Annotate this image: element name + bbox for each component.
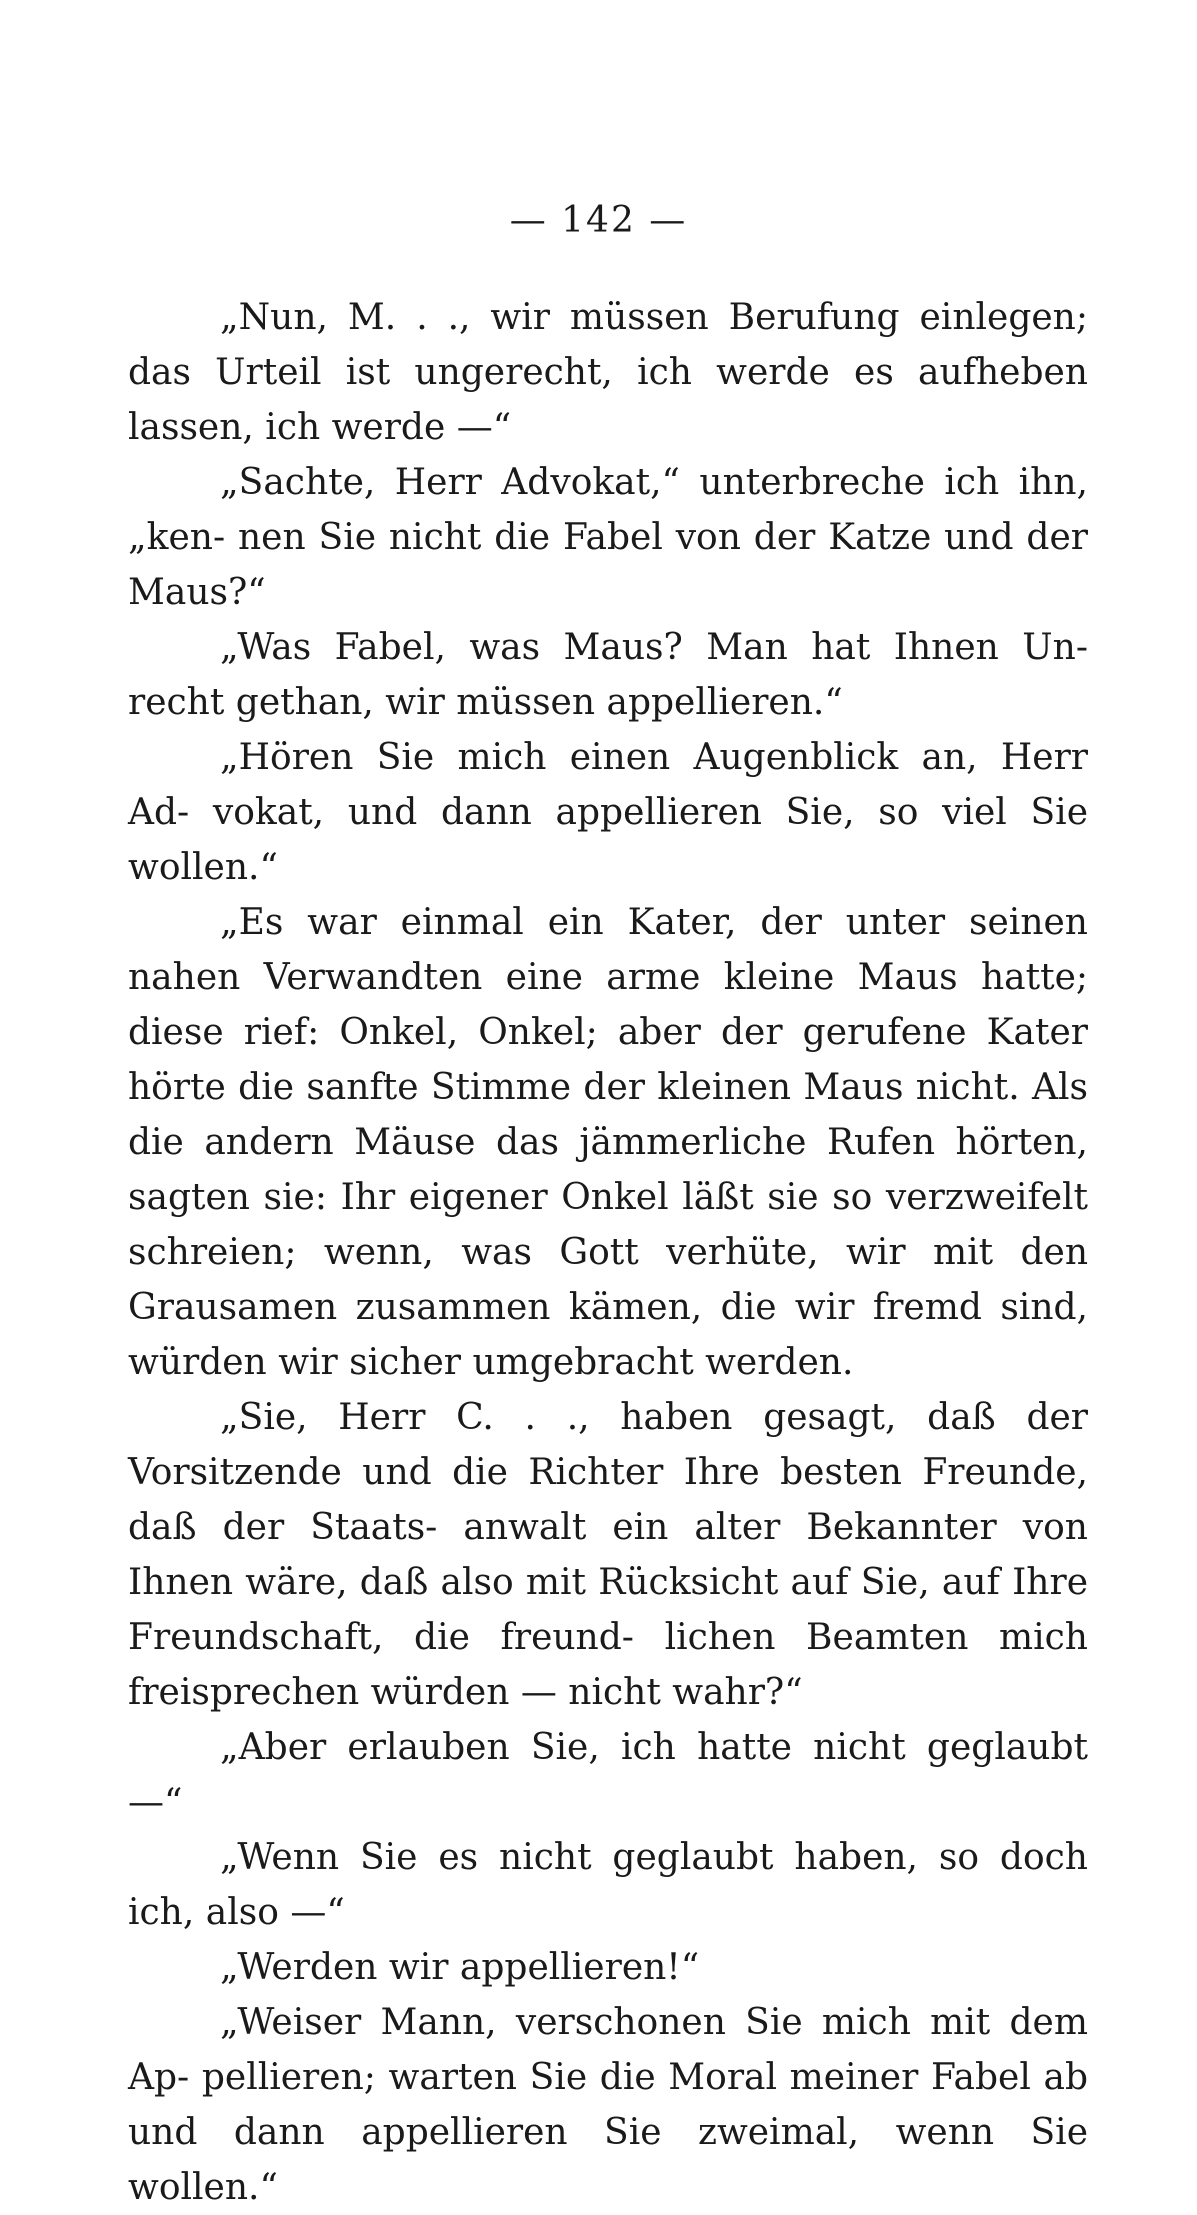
paragraph: „Aber erlauben Sie, ich hatte nicht geglaubt —“ (128, 1727, 1088, 1823)
paragraph: „Hören Sie mich einen Augenblick an, Herr Ad- vokat, und dann appellieren Sie, so viel Sie wollen.“ (128, 737, 1088, 888)
paragraph: „Weiser Mann, verschonen Sie mich mit dem Ap- pellieren; warten Sie die Moral meiner Fabel ab und dann appellieren Sie zweimal, wenn Sie wollen.“ (128, 2002, 1088, 2208)
body-text (128, 290, 1088, 2215)
paragraph: „Was Fabel, was Maus? Man hat Ihnen Un- recht gethan, wir müssen appellieren.“ (128, 627, 1088, 723)
paragraph: „Es war einmal ein Kater, der unter seinen nahen Verwandten eine arme kleine Maus hatte; diese rief: Onkel, Onkel; aber der gerufene Kater hörte die sanfte Stimme der kleinen Maus nicht. Als die andern Mäuse das jämmerliche Rufen hörten, sagten sie: Ihr eigener Onkel läßt sie so verzweifelt schreien; wenn, was Gott verhüte, wir mit den Grausamen zusammen kämen, die wir fremd sind, würden wir sicher umgebracht werden. (128, 902, 1088, 1383)
paragraph: „Werden wir appellieren!“ (220, 1947, 700, 1988)
page-number: — 142 — (509, 200, 688, 241)
paragraph: „Sie, Herr C. . ., haben gesagt, daß der Vorsitzende und die Richter Ihre besten Freunde, daß der Staats- anwalt ein alter Bekannter von Ihnen wäre, daß also mit Rücksicht auf Sie, auf Ihre Freundschaft, die freund- lichen Beamten mich freisprechen würden — nicht wahr?“ (128, 1397, 1088, 1713)
paragraph: „Wenn Sie es nicht geglaubt haben, so doch ich, also —“ (128, 1837, 1088, 1933)
paragraph: „Sachte, Herr Advokat,“ unterbreche ich ihn, „ken- nen Sie nicht die Fabel von der Katze und der Maus?“ (128, 462, 1088, 613)
paragraph: „Nun, M. . ., wir müssen Berufung einlegen; das Urteil ist ungerecht, ich werde es aufheben lassen, ich werde —“ (128, 297, 1088, 448)
